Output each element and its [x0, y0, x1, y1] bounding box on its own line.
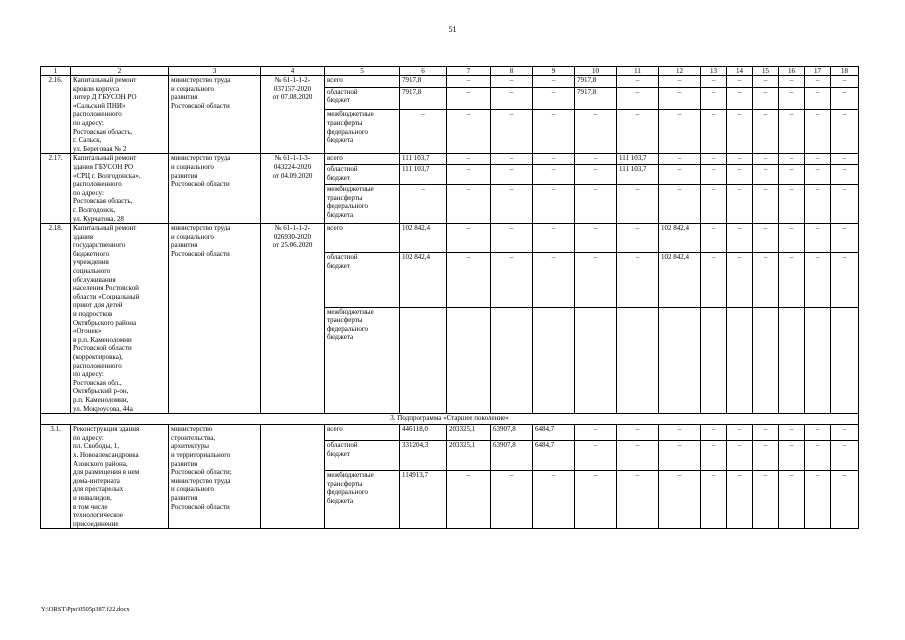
- column-number: 17: [805, 67, 831, 76]
- funding-value: [447, 307, 491, 413]
- column-number: 5: [325, 67, 400, 76]
- funding-value: –: [753, 425, 779, 441]
- funding-value: –: [533, 164, 575, 184]
- funding-value: –: [727, 440, 753, 470]
- column-number: 9: [533, 67, 575, 76]
- funding-value: –: [659, 425, 701, 441]
- funding-value: –: [400, 185, 447, 224]
- funding-source: межбюджетные трансферты федерального бюджета: [325, 470, 400, 528]
- funding-value: –: [447, 185, 491, 224]
- funding-value: –: [753, 87, 779, 110]
- funding-value: –: [575, 252, 617, 307]
- funding-value: –: [701, 425, 727, 441]
- funding-value: –: [659, 470, 701, 528]
- funding-value: –: [753, 185, 779, 224]
- funding-value: –: [617, 252, 659, 307]
- funding-value: –: [575, 110, 617, 154]
- column-number: 18: [831, 67, 859, 76]
- funding-value: –: [447, 470, 491, 528]
- funding-value: –: [779, 87, 805, 110]
- funding-value: –: [805, 470, 831, 528]
- funding-value: 203325,1: [447, 440, 491, 470]
- item-responsible: министерство строительства, архитектуры и территориального развития Ростовской области; министерство труда и социального развития Ростовской области: [169, 425, 261, 529]
- funding-value: –: [447, 87, 491, 110]
- program-table: [40, 66, 859, 529]
- funding-value: –: [753, 76, 779, 88]
- column-number: 11: [617, 67, 659, 76]
- funding-value: –: [659, 440, 701, 470]
- funding-value: –: [533, 185, 575, 224]
- funding-value: –: [491, 470, 533, 528]
- funding-value: –: [727, 164, 753, 184]
- funding-source: областной бюджет: [325, 440, 400, 470]
- funding-source: всего: [325, 76, 400, 88]
- funding-value: –: [701, 87, 727, 110]
- funding-value: [533, 307, 575, 413]
- column-number: 7: [447, 67, 491, 76]
- funding-value: –: [805, 110, 831, 154]
- funding-value: –: [831, 164, 859, 184]
- funding-value: –: [701, 252, 727, 307]
- funding-value: [727, 307, 753, 413]
- funding-value: –: [753, 224, 779, 253]
- funding-value: 111 103,7: [617, 154, 659, 165]
- funding-value: –: [727, 110, 753, 154]
- funding-value: –: [753, 110, 779, 154]
- item-responsible: министерство труда и социального развития Ростовской области: [169, 154, 261, 224]
- funding-source: областной бюджет: [325, 87, 400, 110]
- funding-value: –: [447, 164, 491, 184]
- column-number: 4: [261, 67, 325, 76]
- funding-value: –: [491, 164, 533, 184]
- funding-value: –: [659, 76, 701, 88]
- footer-file-path: Y:\ORST\Ppo\0505p387.f22.docx: [41, 606, 130, 613]
- funding-value: 114913,7: [400, 470, 447, 528]
- funding-value: 102 842,4: [659, 224, 701, 253]
- funding-value: –: [533, 224, 575, 253]
- funding-value: [831, 307, 859, 413]
- funding-value: –: [491, 110, 533, 154]
- funding-value: –: [701, 76, 727, 88]
- funding-value: –: [779, 185, 805, 224]
- funding-value: –: [533, 110, 575, 154]
- funding-value: –: [831, 440, 859, 470]
- funding-value: –: [400, 110, 447, 154]
- funding-value: 6484,7: [533, 440, 575, 470]
- funding-value: –: [701, 164, 727, 184]
- funding-value: –: [491, 252, 533, 307]
- funding-value: –: [447, 224, 491, 253]
- funding-value: –: [659, 110, 701, 154]
- funding-value: –: [831, 224, 859, 253]
- funding-value: –: [727, 252, 753, 307]
- item-number: 2.17.: [41, 154, 71, 224]
- funding-value: 63907,8: [491, 440, 533, 470]
- funding-value: –: [831, 154, 859, 165]
- funding-value: –: [831, 252, 859, 307]
- funding-value: –: [617, 224, 659, 253]
- funding-value: 111 103,7: [400, 164, 447, 184]
- funding-value: –: [831, 470, 859, 528]
- funding-value: 7917,8: [400, 87, 447, 110]
- funding-value: 6484,7: [533, 425, 575, 441]
- column-number: 10: [575, 67, 617, 76]
- funding-value: –: [701, 154, 727, 165]
- funding-value: –: [659, 164, 701, 184]
- funding-value: 7917,8: [400, 76, 447, 88]
- funding-value: –: [727, 470, 753, 528]
- funding-value: –: [805, 425, 831, 441]
- funding-value: –: [727, 76, 753, 88]
- funding-value: –: [753, 164, 779, 184]
- funding-source: всего: [325, 224, 400, 253]
- funding-value: –: [779, 440, 805, 470]
- funding-value: –: [779, 154, 805, 165]
- item-name: Реконструкция здания по адресу: пл. Свободы, 1, х. Новоалександровка Азовского района, для размещения в нем дома-интерната для престарелых и инвалидов, в том числе технологическое присоединение: [71, 425, 169, 529]
- funding-value: 102 842,4: [659, 252, 701, 307]
- item-2-16--line: [41, 76, 859, 88]
- funding-value: 331204,3: [400, 440, 447, 470]
- item-document: [261, 425, 325, 529]
- funding-value: –: [701, 440, 727, 470]
- funding-value: –: [779, 470, 805, 528]
- funding-value: [659, 307, 701, 413]
- subprogram-title: 3. Подпрограмма «Старшее поколение»: [41, 414, 859, 425]
- item-document: № 61-1-1-3- 043224-2020 от 04.09.2020: [261, 154, 325, 224]
- funding-value: –: [533, 470, 575, 528]
- funding-value: –: [659, 185, 701, 224]
- funding-value: –: [575, 470, 617, 528]
- funding-value: –: [447, 110, 491, 154]
- funding-value: –: [805, 185, 831, 224]
- column-number: 2: [71, 67, 169, 76]
- funding-value: –: [491, 154, 533, 165]
- funding-source: областной бюджет: [325, 252, 400, 307]
- funding-value: –: [779, 164, 805, 184]
- funding-value: –: [805, 224, 831, 253]
- item-document: № 61-1-1-2- 026930-2020 от 25.06.2020: [261, 224, 325, 414]
- column-number: 12: [659, 67, 701, 76]
- funding-value: –: [779, 425, 805, 441]
- funding-value: 7917,8: [575, 76, 617, 88]
- item-number: 2.18.: [41, 224, 71, 414]
- funding-value: –: [617, 470, 659, 528]
- item-responsible: министерство труда и социального развития Ростовской области: [169, 224, 261, 414]
- funding-value: –: [727, 87, 753, 110]
- funding-value: –: [533, 252, 575, 307]
- funding-value: –: [727, 154, 753, 165]
- funding-value: –: [617, 87, 659, 110]
- item-responsible: министерство труда и социального развития Ростовской области: [169, 76, 261, 154]
- funding-value: [491, 307, 533, 413]
- column-number: 14: [727, 67, 753, 76]
- funding-value: –: [831, 185, 859, 224]
- funding-value: [617, 307, 659, 413]
- funding-value: 203325,1: [447, 425, 491, 441]
- item-document: № 61-1-1-2- 037157-2020 от 07.08.2020: [261, 76, 325, 154]
- funding-value: –: [533, 154, 575, 165]
- funding-value: –: [805, 76, 831, 88]
- item-name: Капитальный ремонт здания государственного бюджетного учреждения социального обслуживания населения Ростовской области «Социальный приют для детей и подростков Октябрьского района «Огонек» в р.п. Каменоломни Ростовской области (корректировка), расположенного по адресу: Ростовская обл., Октябрьский р-он, р.п. Каменоломни, ул. Мокроусова, 44а: [71, 224, 169, 414]
- funding-value: –: [805, 87, 831, 110]
- funding-value: –: [701, 224, 727, 253]
- funding-value: –: [753, 154, 779, 165]
- funding-source: областной бюджет: [325, 164, 400, 184]
- column-number: 6: [400, 67, 447, 76]
- funding-value: 102 842,4: [400, 224, 447, 253]
- funding-value: 111 103,7: [617, 164, 659, 184]
- funding-value: –: [447, 76, 491, 88]
- funding-value: –: [533, 87, 575, 110]
- funding-value: –: [447, 252, 491, 307]
- funding-value: –: [701, 470, 727, 528]
- column-number-row: [41, 67, 859, 76]
- funding-value: –: [805, 164, 831, 184]
- funding-value: –: [491, 87, 533, 110]
- funding-value: –: [727, 224, 753, 253]
- column-number: 8: [491, 67, 533, 76]
- subprogram-row: [41, 414, 859, 425]
- funding-value: –: [617, 76, 659, 88]
- funding-value: –: [575, 425, 617, 441]
- page-number: 51: [448, 25, 457, 34]
- funding-value: –: [533, 76, 575, 88]
- funding-source: межбюджетные трансферты федерального бюджета: [325, 110, 400, 154]
- funding-source: межбюджетные трансферты федерального бюджета: [325, 185, 400, 224]
- funding-value: –: [831, 110, 859, 154]
- funding-value: 102 842,4: [400, 252, 447, 307]
- funding-value: –: [831, 87, 859, 110]
- funding-value: –: [779, 252, 805, 307]
- funding-value: –: [805, 252, 831, 307]
- funding-value: –: [779, 224, 805, 253]
- funding-value: –: [491, 224, 533, 253]
- column-number: 15: [753, 67, 779, 76]
- funding-value: –: [491, 185, 533, 224]
- funding-value: 111 103,7: [400, 154, 447, 165]
- funding-value: –: [447, 154, 491, 165]
- funding-value: –: [805, 154, 831, 165]
- item-name: Капитальный ремонт кровли корпуса литер Д ГБУСОН РО «Сальский ПНИ» расположенного по адресу: Ростовская область, г. Сальск, ул. Береговая № 2: [71, 76, 169, 154]
- funding-value: –: [617, 440, 659, 470]
- funding-value: [400, 307, 447, 413]
- column-number: 1: [41, 67, 71, 76]
- funding-source: межбюджетные трансферты федерального бюджета: [325, 307, 400, 413]
- item-2-18--line: [41, 224, 859, 253]
- funding-value: –: [491, 76, 533, 88]
- funding-value: –: [727, 185, 753, 224]
- funding-value: –: [831, 425, 859, 441]
- item-2-17--line: [41, 154, 859, 165]
- funding-value: [753, 307, 779, 413]
- funding-value: –: [575, 440, 617, 470]
- funding-value: –: [701, 185, 727, 224]
- item-name: Капитальный ремонт здания ГБУСОН РО «СРЦ г. Волгодонска», расположенного по адресу: Ростовская область, г. Волгодонск, ул. Курчатова, 28: [71, 154, 169, 224]
- funding-source: всего: [325, 425, 400, 441]
- funding-value: [575, 307, 617, 413]
- item-number: 3.1.: [41, 425, 71, 529]
- funding-value: –: [779, 110, 805, 154]
- funding-value: [779, 307, 805, 413]
- funding-value: 7917,8: [575, 87, 617, 110]
- funding-value: –: [753, 470, 779, 528]
- funding-value: –: [617, 185, 659, 224]
- item-number: 2.16.: [41, 76, 71, 154]
- funding-value: –: [831, 76, 859, 88]
- funding-value: –: [659, 154, 701, 165]
- funding-value: –: [575, 224, 617, 253]
- funding-value: –: [659, 87, 701, 110]
- column-number: 3: [169, 67, 261, 76]
- funding-value: –: [701, 110, 727, 154]
- funding-value: –: [617, 425, 659, 441]
- funding-value: –: [727, 425, 753, 441]
- funding-source: всего: [325, 154, 400, 165]
- funding-value: [701, 307, 727, 413]
- item-3-1-line: [41, 425, 859, 441]
- funding-value: –: [805, 440, 831, 470]
- funding-value: –: [575, 154, 617, 165]
- funding-value: –: [575, 164, 617, 184]
- funding-value: –: [753, 440, 779, 470]
- funding-value: –: [779, 76, 805, 88]
- funding-value: 446118,0: [400, 425, 447, 441]
- funding-value: [805, 307, 831, 413]
- funding-value: –: [617, 110, 659, 154]
- funding-value: –: [753, 252, 779, 307]
- column-number: 16: [779, 67, 805, 76]
- funding-value: –: [575, 185, 617, 224]
- column-number: 13: [701, 67, 727, 76]
- funding-value: 63907,8: [491, 425, 533, 441]
